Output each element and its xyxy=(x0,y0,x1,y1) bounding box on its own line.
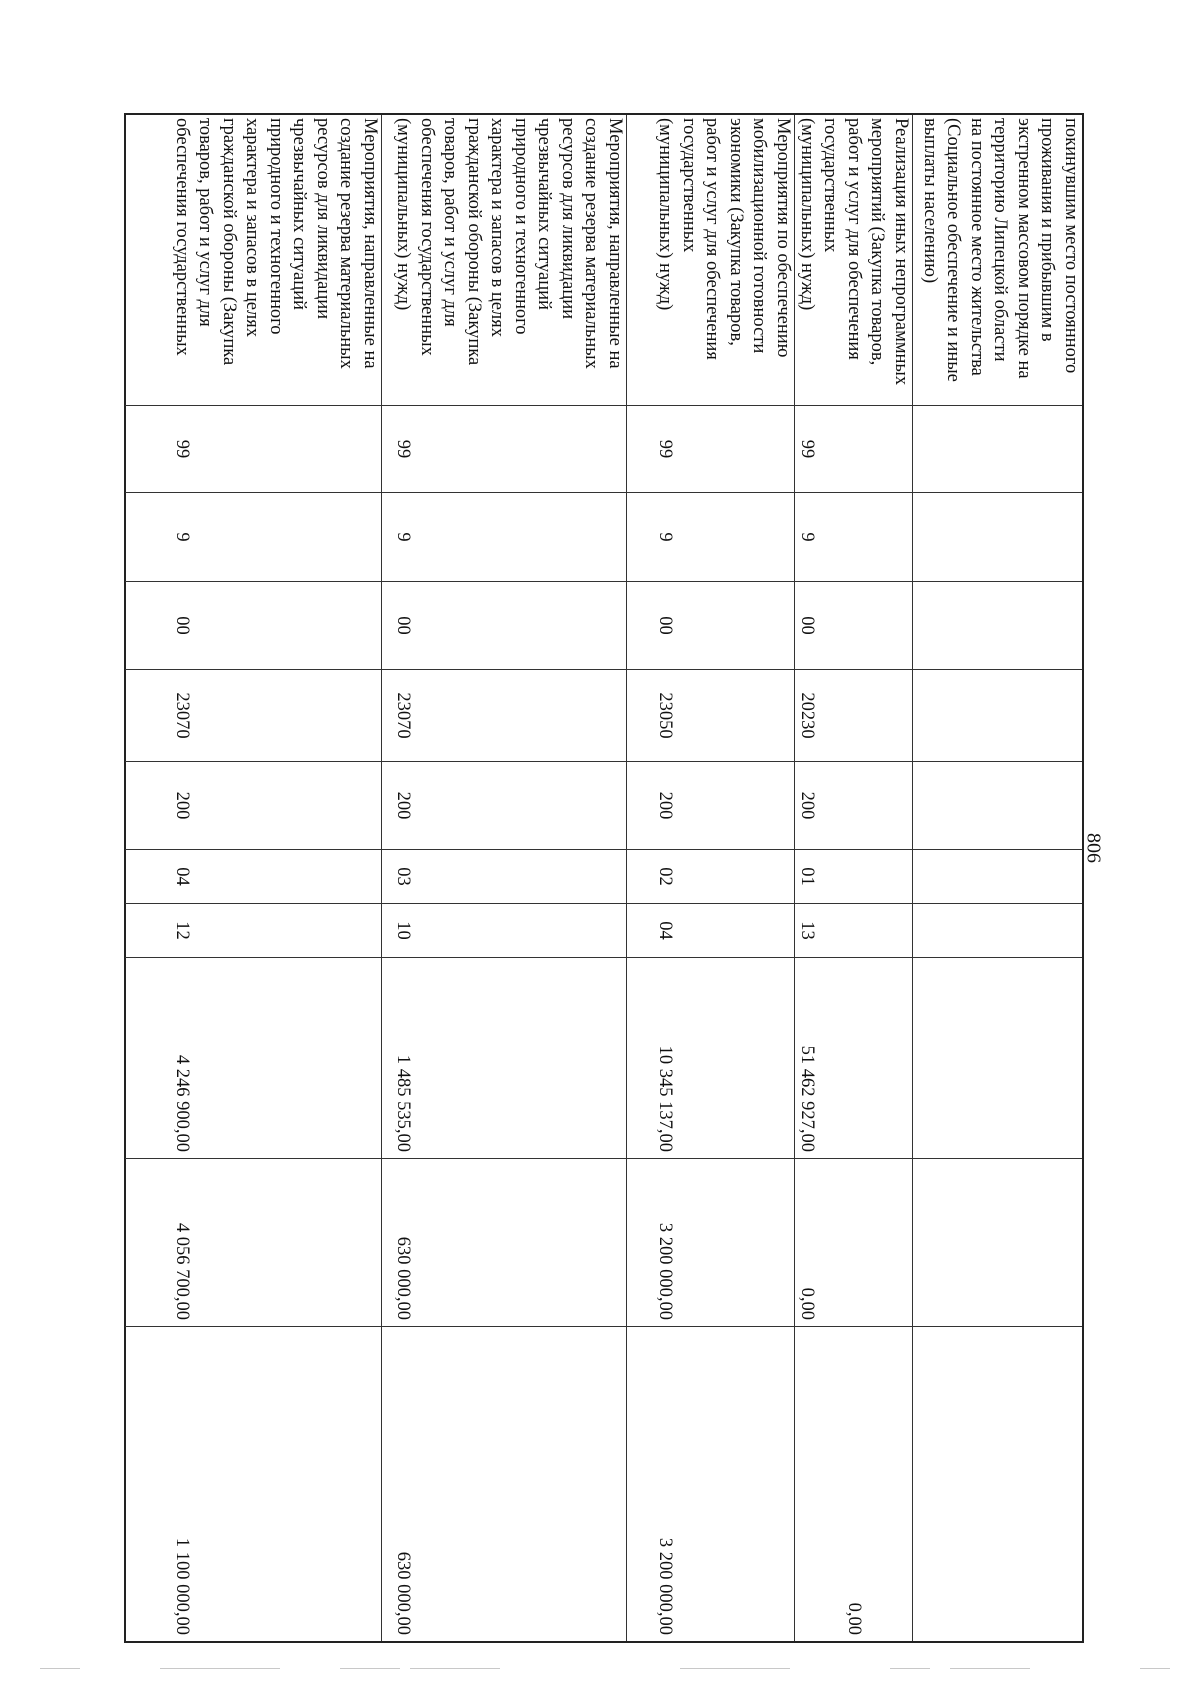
sum-year3-cell xyxy=(125,1326,381,1641)
sum-year2-cell xyxy=(125,1158,381,1326)
table-row xyxy=(913,115,1082,1641)
program-cell xyxy=(913,405,1082,492)
section-cell xyxy=(627,849,794,903)
cell-value: 01 xyxy=(797,867,817,886)
cell-value: 23070 xyxy=(393,692,414,739)
name-line: характера и запасов в целях xyxy=(242,118,263,338)
name-line: экономики (Закупка товаров, xyxy=(726,118,746,346)
name-line: создание резерва материальных xyxy=(581,118,602,369)
name-line: обеспечения государственных xyxy=(417,118,437,356)
cell-value: 04 xyxy=(655,921,676,940)
scan-artifact xyxy=(950,1668,1030,1669)
scan-artifact xyxy=(160,1668,280,1669)
table-row xyxy=(795,115,913,1641)
cell-value: 99 xyxy=(393,439,414,459)
cell-value: 99 xyxy=(655,439,676,459)
name-line: выплаты населению) xyxy=(920,118,940,284)
cell-value: 0,00 xyxy=(797,1287,817,1320)
name-line: проживания и прибывшим в xyxy=(1037,118,1058,342)
table-row xyxy=(382,115,627,1641)
group-cell xyxy=(795,581,912,669)
name-line: товаров, работ и услуг для xyxy=(195,118,216,327)
table-row xyxy=(627,115,795,1641)
scan-artifact xyxy=(410,1668,500,1669)
cell-value: 630 000,00 xyxy=(393,1551,414,1635)
name-line: ресурсов для ликвидации xyxy=(558,118,578,320)
cell-value: 0,00 xyxy=(844,1602,864,1635)
name-line: территорию Липецкой области xyxy=(990,118,1011,362)
cell-value: 10 xyxy=(393,921,414,940)
name-line: чрезвычайных ситуаций xyxy=(534,118,555,310)
cell-value: 03 xyxy=(393,867,414,886)
cell-value: 99 xyxy=(172,439,192,459)
group-cell xyxy=(627,581,794,669)
cell-value: 12 xyxy=(172,921,192,940)
name-line: (муниципальных) нужд) xyxy=(393,118,414,311)
cell-value: 3 200 000,00 xyxy=(655,1222,676,1320)
group-cell xyxy=(913,581,1082,669)
name-line: экстренном массовом порядке на xyxy=(1014,118,1034,379)
name-line: государственных xyxy=(679,118,699,253)
sum-year1-cell xyxy=(382,957,626,1158)
name-line: мобилизационной готовности xyxy=(749,118,770,354)
program-cell xyxy=(125,405,381,492)
name-cell xyxy=(125,115,381,405)
cell-value: 10 345 137,00 xyxy=(655,1045,676,1152)
name-line: работ и услуг для обеспечения xyxy=(702,118,723,360)
scan-artifact xyxy=(340,1668,400,1669)
section-cell xyxy=(125,849,381,903)
name-line: чрезвычайных ситуаций xyxy=(289,118,310,310)
direction-cell xyxy=(382,669,626,761)
scan-artifact xyxy=(40,1668,80,1669)
cell-value: 9 xyxy=(172,532,192,542)
sum-year3-cell xyxy=(627,1326,794,1641)
cell-value: 630 000,00 xyxy=(393,1236,414,1320)
cell-value: 4 056 700,00 xyxy=(172,1222,192,1320)
subprogram-cell xyxy=(913,492,1082,581)
sum-year2-cell xyxy=(382,1158,626,1326)
expense-type-cell xyxy=(125,761,381,849)
program-cell xyxy=(382,405,626,492)
program-cell xyxy=(795,405,912,492)
cell-value: 99 xyxy=(797,439,817,459)
cell-value: 00 xyxy=(172,616,192,635)
sum-year2-cell xyxy=(627,1158,794,1326)
cell-value: 00 xyxy=(393,616,414,635)
expense-type-cell xyxy=(795,761,912,849)
cell-value: 200 xyxy=(655,791,676,820)
direction-cell xyxy=(795,669,912,761)
cell-value: 9 xyxy=(797,532,817,542)
cell-value: 1 485 535,00 xyxy=(393,1054,414,1152)
direction-cell xyxy=(913,669,1082,761)
name-line: Мероприятия по обеспечению xyxy=(773,118,793,358)
name-line: Мероприятия, направленные на xyxy=(360,118,380,369)
section-cell xyxy=(913,849,1082,903)
name-line: природного и техногенного xyxy=(511,118,531,335)
cell-value: 1 100 000,00 xyxy=(172,1537,192,1635)
expense-type-cell xyxy=(913,761,1082,849)
cell-value: 9 xyxy=(655,532,676,542)
scan-artifact xyxy=(890,1668,930,1669)
name-line: товаров, работ и услуг для xyxy=(440,118,461,327)
cell-value: 3 200 000,00 xyxy=(655,1537,676,1635)
subsection-cell xyxy=(795,903,912,957)
name-cell xyxy=(795,115,912,405)
sum-year1-cell xyxy=(125,957,381,1158)
subsection-cell xyxy=(913,903,1082,957)
sum-year3-cell xyxy=(795,1326,912,1641)
sum-year1-cell xyxy=(795,957,912,1158)
name-cell xyxy=(913,115,1082,405)
name-line: гражданской обороны (Закупка xyxy=(219,118,239,366)
name-line: (муниципальных) нужд) xyxy=(655,118,676,311)
name-line: гражданской обороны (Закупка xyxy=(464,118,484,366)
sum-year2-cell xyxy=(795,1158,912,1326)
name-line: ресурсов для ликвидации xyxy=(313,118,333,320)
cell-value: 13 xyxy=(797,921,817,940)
name-cell xyxy=(382,115,626,405)
page-number: 806 xyxy=(1082,833,1105,863)
name-line: государственных xyxy=(820,118,841,253)
sum-year1-cell xyxy=(627,957,794,1158)
sum-year1-cell xyxy=(913,957,1082,1158)
name-line: покинувшим место постоянного xyxy=(1061,118,1081,374)
expense-type-cell xyxy=(627,761,794,849)
direction-cell xyxy=(125,669,381,761)
cell-value: 200 xyxy=(393,791,414,820)
cell-value: 00 xyxy=(655,616,676,635)
direction-cell xyxy=(627,669,794,761)
name-line: Реализация иных непрограммных xyxy=(891,118,911,386)
subprogram-cell xyxy=(382,492,626,581)
name-line: обеспечения государственных xyxy=(172,118,192,356)
cell-value: 20230 xyxy=(797,692,817,739)
cell-value: 04 xyxy=(172,867,192,886)
name-line: Мероприятия, направленные на xyxy=(605,118,625,369)
cell-value: 9 xyxy=(393,532,414,542)
subprogram-cell xyxy=(627,492,794,581)
subsection-cell xyxy=(382,903,626,957)
cell-value: 02 xyxy=(655,867,676,886)
sum-year3-cell xyxy=(913,1326,1082,1641)
cell-value: 200 xyxy=(797,791,817,820)
budget-table xyxy=(124,113,1084,1643)
subprogram-cell xyxy=(125,492,381,581)
subprogram-cell xyxy=(795,492,912,581)
name-line: на постоянное место жительства xyxy=(967,118,987,376)
scan-artifact xyxy=(680,1668,790,1669)
name-line: создание резерва материальных xyxy=(336,118,357,369)
table-row xyxy=(125,115,382,1641)
section-cell xyxy=(382,849,626,903)
expense-type-cell xyxy=(382,761,626,849)
sum-year3-cell xyxy=(382,1326,626,1641)
subsection-cell xyxy=(627,903,794,957)
cell-value: 4 246 900,00 xyxy=(172,1054,192,1152)
cell-value: 200 xyxy=(172,791,192,820)
name-cell xyxy=(627,115,794,405)
name-line: мероприятий (Закупка товаров, xyxy=(867,118,888,366)
name-line: характера и запасов в целях xyxy=(487,118,508,338)
name-line: (Социальное обеспечение и иные xyxy=(943,118,964,382)
name-line: (муниципальных) нужд) xyxy=(797,118,817,311)
group-cell xyxy=(382,581,626,669)
cell-value: 51 462 927,00 xyxy=(797,1045,817,1152)
cell-value: 23050 xyxy=(655,692,676,739)
name-line: работ и услуг для обеспечения xyxy=(844,118,864,360)
program-cell xyxy=(627,405,794,492)
scan-artifact xyxy=(1140,1668,1170,1669)
cell-value: 23070 xyxy=(172,692,192,739)
subsection-cell xyxy=(125,903,381,957)
cell-value: 00 xyxy=(797,616,817,635)
sum-year2-cell xyxy=(913,1158,1082,1326)
section-cell xyxy=(795,849,912,903)
group-cell xyxy=(125,581,381,669)
name-line: природного и техногенного xyxy=(266,118,286,335)
